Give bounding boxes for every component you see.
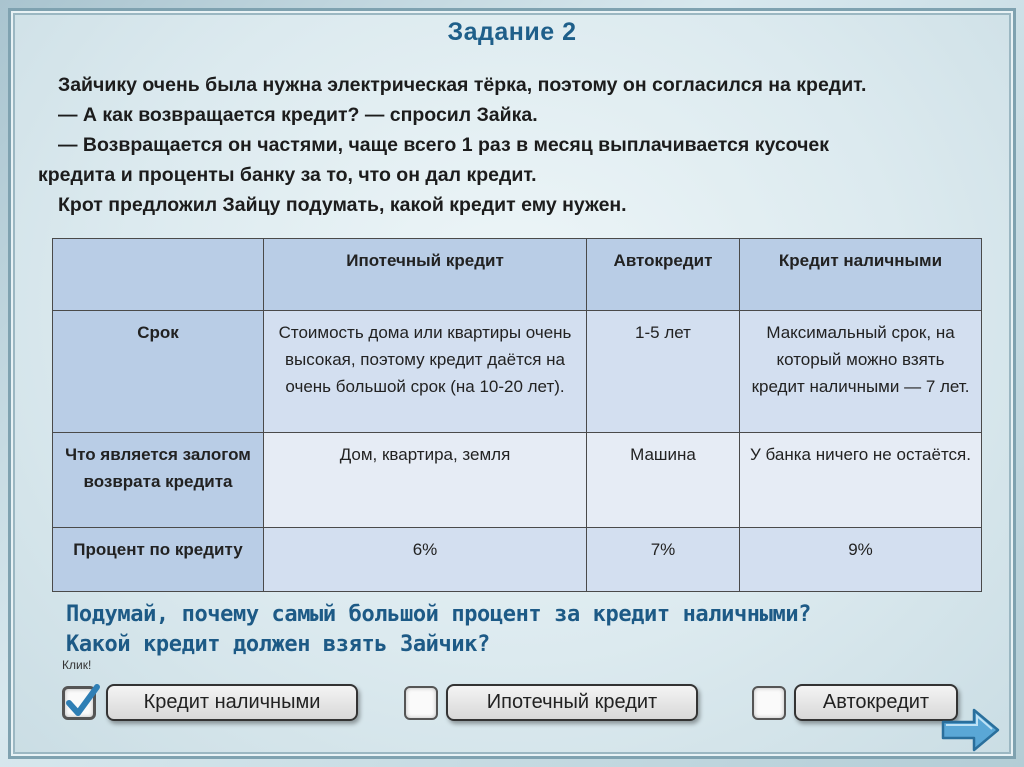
checkbox-cash-credit[interactable] bbox=[62, 686, 96, 720]
story-line: кредита и проценты банку за то, что он дал кредит. bbox=[38, 164, 537, 186]
row-label-term: Срок bbox=[53, 311, 264, 433]
next-arrow-icon[interactable] bbox=[940, 706, 1002, 754]
table-cell: 1-5 лет bbox=[587, 311, 740, 433]
option-cash-credit-button[interactable]: Кредит наличными bbox=[106, 684, 358, 721]
table-header-cash: Кредит наличными bbox=[740, 239, 982, 311]
story-line: — Возвращается он частями, чаще всего 1 раз в месяц выплачивается кусочек bbox=[58, 134, 830, 156]
table-header-row bbox=[53, 239, 982, 311]
table-cell: Максимальный срок, на который можно взять кредит наличными — 7 лет. bbox=[740, 311, 982, 433]
table-row bbox=[53, 433, 982, 528]
story-line: — А как возвращается кредит? — спросил Зайка. bbox=[58, 104, 538, 126]
table-row bbox=[53, 528, 982, 592]
story-text bbox=[38, 70, 988, 220]
question-text bbox=[66, 600, 966, 660]
table-cell: У банка ничего не остаётся. bbox=[740, 433, 982, 528]
question-line: Какой кредит должен взять Зайчик? bbox=[66, 632, 490, 657]
task-title: Задание 2 bbox=[447, 18, 577, 46]
checkmark-icon bbox=[63, 681, 103, 721]
table-row bbox=[53, 311, 982, 433]
table-cell: 7% bbox=[587, 528, 740, 592]
row-label-rate: Процент по кредиту bbox=[53, 528, 264, 592]
option-mortgage-button[interactable]: Ипотечный кредит bbox=[446, 684, 698, 721]
table-cell: Машина bbox=[587, 433, 740, 528]
table-cell: 6% bbox=[264, 528, 587, 592]
table-cell: Дом, квартира, земля bbox=[264, 433, 587, 528]
table-header-mortgage: Ипотечный кредит bbox=[264, 239, 587, 311]
table-header-auto: Автокредит bbox=[587, 239, 740, 311]
table-header-empty bbox=[53, 239, 264, 311]
question-line: Подумай, почему самый большой процент за кредит наличными? bbox=[66, 602, 812, 627]
table-cell: Стоимость дома или квартиры очень высокая, поэтому кредит даётся на очень большой срок (на 10-20 лет). bbox=[264, 311, 587, 433]
option-auto-credit-button[interactable]: Автокредит bbox=[794, 684, 958, 721]
story-line: Зайчику очень была нужна электрическая тёрка, поэтому он согласился на кредит. bbox=[58, 74, 867, 96]
story-line: Крот предложил Зайцу подумать, какой кредит ему нужен. bbox=[58, 194, 627, 216]
click-hint: Клик! bbox=[62, 658, 92, 672]
checkbox-mortgage[interactable] bbox=[404, 686, 438, 720]
row-label-collateral: Что является залогом возврата кредита bbox=[53, 433, 264, 528]
credit-comparison-table bbox=[52, 238, 982, 592]
table-cell: 9% bbox=[740, 528, 982, 592]
checkbox-auto-credit[interactable] bbox=[752, 686, 786, 720]
